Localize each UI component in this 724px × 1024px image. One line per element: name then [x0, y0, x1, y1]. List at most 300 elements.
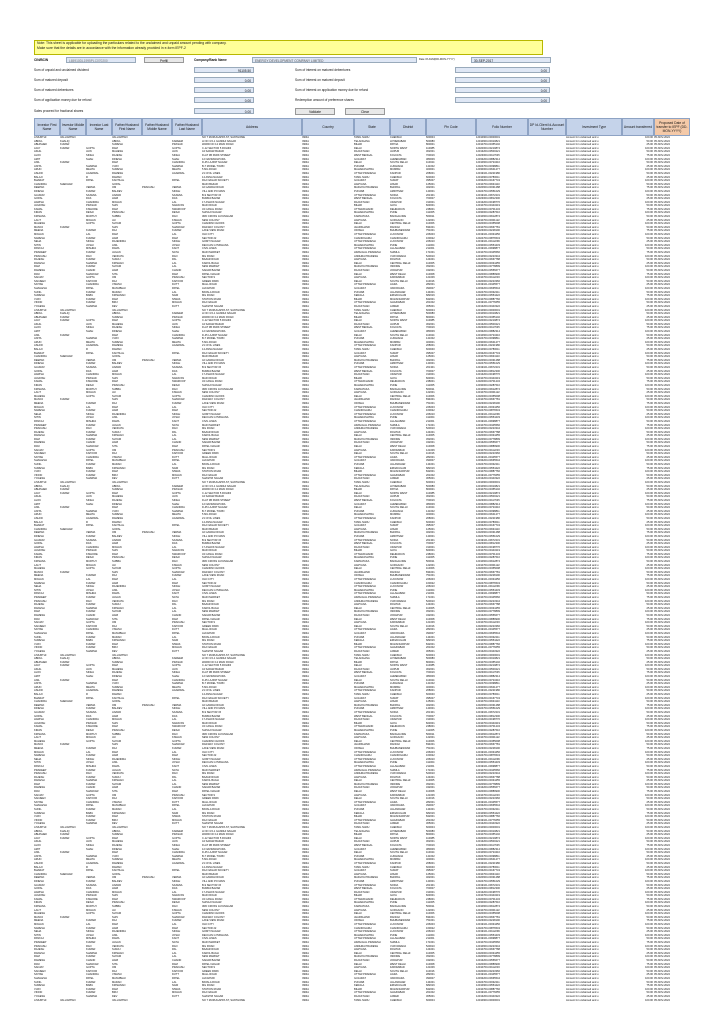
table-cell: SOUTH DELHI: [390, 678, 408, 682]
table-cell: Amount for unclaimed and u: [566, 348, 599, 352]
table-cell: Amount for unclaimed and u: [566, 653, 599, 657]
table-cell: ODISHA: [354, 919, 364, 923]
table-cell: Amount for unclaimed and u: [566, 811, 599, 815]
table-cell: INDIA: [302, 351, 309, 355]
table-cell: CHANDIGARH: [354, 236, 372, 240]
table-cell: RAILWAY COLONY: [202, 225, 225, 229]
table-cell: SHIV: [112, 743, 119, 747]
table-cell: 12020000-00701234: [476, 552, 500, 556]
table-cell: VALLIAPPAN: [112, 136, 128, 139]
table-cell: SAXENA: [86, 538, 97, 542]
table-cell: INDIA: [302, 139, 309, 143]
cin-input[interactable]: L65910DL1995PLC070200: [66, 57, 136, 63]
table-cell: INDIA: [302, 642, 309, 646]
table-cell: 05-NOV-2024: [654, 865, 670, 869]
table-cell: MAHARASHTRA: [354, 728, 374, 732]
table-cell: 411005: [426, 383, 435, 387]
table-cell: SHEKHAR: [60, 872, 73, 876]
table-cell: ABDUL: [34, 139, 43, 143]
table-cell: LAL: [172, 545, 177, 549]
table-cell: KUMAR: [60, 743, 70, 747]
table-cell: 05-NOV-2024: [654, 822, 670, 826]
table-cell: R: [86, 865, 88, 869]
table-cell: 50.00: [646, 312, 653, 316]
table-cell: 05-NOV-2024: [654, 380, 670, 384]
table-cell: MAHARASHTRA: [354, 901, 374, 905]
table-cell: AJMER: [390, 477, 399, 481]
table-cell: MUZAFFARPUR: [390, 815, 410, 819]
summary-right-0: [295, 67, 550, 73]
table-cell: SANJAY: [34, 276, 44, 280]
table-cell: KUMAR: [60, 143, 70, 147]
table-cell: 226010: [426, 240, 435, 244]
table-cell: PRASAD: [172, 488, 183, 492]
table-cell: ALKAPURI: [202, 976, 215, 980]
table-cell: RAO: [86, 254, 92, 258]
table-cell: RAMESH: [34, 786, 46, 790]
table-cell: MAHARASHTRA: [354, 513, 374, 517]
table-cell: INDIA: [302, 797, 309, 801]
table-cell: INDIA: [302, 520, 309, 524]
table-cell: KUMAR: [86, 603, 96, 607]
table-cell: MALL ROAD: [202, 283, 217, 287]
table-cell: 12019101-00112299: [476, 930, 500, 934]
table-cell: 12 NAVRANGPURA: [202, 330, 226, 334]
table-cell: DELHI: [354, 962, 362, 966]
table-cell: 12010600-00223344: [476, 772, 500, 776]
table-cell: 05-NOV-2024: [654, 987, 670, 991]
table-cell: BALDEV: [112, 534, 123, 538]
table-cell: BIHAR: [354, 642, 362, 646]
table-cell: INDIA: [302, 549, 309, 553]
table-cell: 17 ASHOK NAGAR: [202, 890, 225, 894]
table-cell: AHMEDABAD: [390, 502, 407, 506]
table-cell: MADHYA PRADESH: [354, 437, 379, 441]
table-cell: 05-NOV-2024: [654, 980, 670, 984]
table-cell: RAMESH: [112, 171, 124, 175]
table-cell: PATEL: [172, 804, 180, 808]
table-cell: 12010700-00301122: [476, 908, 500, 912]
table-cell: BRIJ: [112, 301, 118, 305]
table-cell: 12033200-00882314: [476, 157, 500, 161]
table-cell: SITA: [112, 962, 118, 966]
table-cell: TAMIL NADU: [354, 998, 370, 1002]
table-cell: KRISHAN: [112, 951, 124, 955]
table-cell: KUMAR: [86, 955, 96, 959]
table-cell: 313001: [426, 890, 435, 894]
table-cell: RAO: [172, 254, 178, 258]
table-cell: 12024700-00398811: [476, 854, 500, 858]
table-cell: BHUBANESWAR: [390, 574, 411, 578]
table-cell: PATEL: [172, 286, 180, 290]
prefill-button[interactable]: Prefill: [144, 57, 184, 63]
table-cell: JAIN: [86, 667, 92, 671]
table-cell: 05-NOV-2024: [654, 657, 670, 661]
table-cell: CHENNAI: [390, 693, 402, 697]
table-cell: LAL: [172, 437, 177, 441]
table-cell: SHAH: [172, 675, 180, 679]
table-cell: 100.00: [645, 858, 653, 862]
table-cell: 12013200-00500221: [476, 322, 500, 326]
table-cell: SHIVAJI NAGAR: [202, 383, 222, 387]
table-cell: INDIA: [302, 254, 309, 258]
table-cell: 100.00: [645, 976, 653, 980]
table-cell: 05-NOV-2024: [654, 728, 670, 732]
table-cell: VADODARA: [390, 286, 405, 290]
table-cell: JODHPUR: [390, 613, 403, 617]
table-cell: 05-NOV-2024: [654, 423, 670, 427]
table-cell: VALLIAPPAN: [60, 481, 76, 484]
table-cell: 75.00: [646, 768, 653, 772]
table-cell: DELHI: [354, 222, 362, 226]
table-cell: 05-NOV-2024: [654, 808, 670, 812]
table-cell: C-12 SECTOR 5 ROHINI: [202, 664, 232, 668]
table-cell: 411005: [426, 211, 435, 215]
table-cell: TAMIL NADU: [354, 826, 370, 829]
table-cell: 100.00: [645, 383, 653, 387]
table-cell: PRASAD: [172, 143, 183, 147]
table-cell: SHAH: [86, 675, 94, 679]
table-cell: 75.00: [646, 962, 653, 966]
table-cell: 12030000-00641277: [476, 858, 500, 862]
table-cell: 12013200-00443322: [476, 304, 500, 308]
table-cell: 25.00: [646, 337, 653, 341]
table-cell: RAVI: [34, 445, 40, 449]
table-cell: VILL AND PO MAIN: [202, 189, 225, 193]
table-cell: KRISHNAN: [112, 294, 126, 298]
table-cell: INDIA: [302, 685, 309, 689]
table-cell: Amount for unclaimed and u: [566, 707, 599, 711]
table-cell: NARESH: [34, 409, 45, 413]
table-cell: 25.00: [646, 628, 653, 632]
table-cell: INDIA: [302, 732, 309, 736]
table-cell: JHARKHAND: [354, 398, 370, 402]
table-cell: 12020000-00334455: [476, 606, 500, 610]
table-cell: 12010700-00667788: [476, 603, 500, 607]
table-cell: 25.00: [646, 315, 653, 319]
table-cell: RAJASTHAN: [354, 495, 370, 499]
table-cell: 05-NOV-2024: [654, 869, 670, 873]
table-cell: Amount for unclaimed and u: [566, 398, 599, 402]
table-cell: 05-NOV-2024: [654, 901, 670, 905]
table-cell: 50.00: [646, 786, 653, 790]
table-cell: BANGALORE: [390, 387, 407, 391]
table-cell: SHAILESH: [34, 976, 47, 980]
table-cell: 122001: [426, 908, 435, 912]
table-cell: KUMAR: [86, 941, 96, 944]
table-cell: Amount for unclaimed and u: [566, 800, 599, 804]
table-cell: INDIA: [302, 937, 309, 941]
table-cell: 12010700-00934110: [476, 355, 500, 359]
table-cell: 50.00: [646, 926, 653, 930]
table-cell: KAREEM: [172, 139, 183, 143]
table-cell: 411004: [426, 243, 435, 247]
table-cell: DELHI: [354, 678, 362, 682]
table-cell: INDIA: [302, 987, 309, 991]
table-cell: VILL AND PO MAIN: [202, 707, 225, 711]
table-cell: 12010600-00912874: [476, 560, 500, 564]
table-cell: 12020600-00331288: [476, 531, 500, 535]
table-cell: MOHAN: [172, 646, 182, 650]
table-cell: VALLIAPPAN: [60, 998, 76, 1002]
notice-banner: [34, 40, 543, 55]
table-cell: 05-NOV-2024: [654, 477, 670, 481]
table-cell: UDAIPUR: [390, 890, 402, 894]
table-cell: LALIT: [34, 908, 41, 912]
table-cell: KOLKATA: [390, 671, 402, 675]
table-cell: CHANDIGARH: [390, 754, 408, 758]
table-cell: BRIJ: [112, 646, 118, 650]
table-cell: A MURTHI: [34, 136, 47, 139]
table-cell: PUNJAB: [354, 682, 365, 686]
table-cell: SAXENA: [86, 883, 97, 887]
table-cell: MG ROAD: [202, 254, 215, 258]
table-cell: INDIA: [302, 912, 309, 916]
table-cell: 12019101-00672231: [476, 193, 500, 197]
table-cell: SECTOR 22: [202, 926, 217, 930]
table-cell: PUNJAB: [354, 337, 365, 341]
table-cell: WARD NO 12 MAIN ROAD: [202, 660, 234, 664]
table-cell: KUMARI: [86, 746, 97, 750]
table-cell: Amount for unclaimed and u: [566, 427, 599, 431]
table-cell: 50.00: [646, 915, 653, 919]
table-cell: MADHYA PRADESH: [354, 186, 379, 190]
table-cell: MADAN: [112, 980, 122, 984]
table-cell: INDIA: [302, 736, 309, 740]
table-cell: 05-NOV-2024: [654, 958, 670, 962]
table-cell: RAM: [112, 491, 118, 495]
clear-button[interactable]: Clear: [345, 108, 385, 115]
table-cell: Amount for unclaimed and u: [566, 746, 599, 750]
table-cell: HARI: [112, 197, 119, 201]
table-cell: VINOD: [34, 991, 43, 995]
table-cell: 226010: [426, 930, 435, 934]
table-cell: PATEL: [86, 286, 94, 290]
table-cell: 12020600-00778899: [476, 265, 500, 269]
table-cell: INDIA: [302, 581, 309, 585]
table-cell: NEHA: [34, 585, 42, 589]
table-cell: MAHESH: [34, 394, 46, 398]
table-cell: RAJASTHAN: [354, 322, 370, 326]
table-cell: 14 ANNA NAGAR: [202, 693, 223, 697]
table-cell: PUNJAB: [354, 534, 365, 538]
table-cell: Amount for unclaimed and u: [566, 265, 599, 269]
table-cell: RAJ: [112, 279, 117, 283]
table-cell: 05-NOV-2024: [654, 161, 670, 165]
table-cell: HYDERABAD: [390, 657, 407, 661]
table-cell: MOHAN: [34, 578, 44, 582]
table-cell: PRAKASH: [172, 966, 185, 970]
table-cell: 100.00: [645, 189, 653, 193]
table-cell: 25.00: [646, 304, 653, 308]
table-cell: SURAJ: [112, 258, 121, 262]
table-cell: 12019101-00334456: [476, 233, 500, 237]
table-cell: 12020000-00889900: [476, 445, 500, 449]
table-cell: HARISH: [34, 890, 44, 894]
table-cell: HARI: [112, 613, 119, 617]
table-cell: Amount for unclaimed and u: [566, 549, 599, 553]
table-cell: YOGESH: [34, 994, 46, 998]
table-cell: RAMA: [112, 764, 120, 768]
table-cell: KUMAR: [86, 642, 96, 646]
table-cell: KUMAR: [172, 746, 182, 750]
table-cell: Amount for unclaimed and u: [566, 703, 599, 707]
table-cell: KRISHNA: [34, 387, 46, 391]
table-cell: 12019101-00998877: [476, 937, 500, 941]
table-cell: 05-NOV-2024: [654, 746, 670, 750]
table-cell: KRISHAN: [112, 779, 124, 783]
table-cell: SHIV: [112, 376, 119, 380]
summary-label: Sum of interest on matured debentures: [295, 68, 351, 72]
table-cell: RAJESH: [34, 430, 45, 434]
table-cell: SURESH: [112, 660, 123, 664]
table-cell: 12010700-00887766: [476, 642, 500, 646]
table-cell: 05-NOV-2024: [654, 355, 670, 359]
table-cell: AJAY: [34, 664, 41, 668]
table-cell: SUBBA: [112, 560, 121, 564]
table-cell: 110006: [426, 222, 435, 226]
table-cell: 12020000-00334455: [476, 779, 500, 783]
table-cell: INDIA: [302, 667, 309, 671]
table-cell: NEHA: [34, 240, 42, 244]
table-cell: 100.00: [645, 826, 653, 829]
table-cell: 600040: [426, 520, 435, 524]
table-cell: VIJAY: [34, 470, 42, 474]
table-cell: KAROL BAGH: [202, 951, 219, 955]
validate-button[interactable]: Validate: [295, 108, 335, 115]
table-cell: 600004: [426, 136, 435, 139]
table-cell: Amount for unclaimed and u: [566, 207, 599, 211]
table-cell: DECCAN GYMKHANA: [202, 243, 229, 247]
table-cell: INDIA: [302, 887, 309, 891]
table-cell: CHANDRA: [86, 718, 99, 722]
table-cell: UTTAR PRADESH: [354, 473, 376, 477]
table-cell: 25.00: [646, 218, 653, 222]
table-cell: KOLKATA: [390, 542, 402, 546]
table-cell: NEW COLONY: [202, 908, 220, 912]
table-cell: 05-NOV-2024: [654, 448, 670, 452]
table-cell: TAMIL NADU: [354, 308, 370, 312]
table-cell: NORTH WEST: [390, 836, 408, 840]
table-cell: Amount for unclaimed and u: [566, 649, 599, 653]
table-cell: 842001: [426, 987, 435, 991]
table-cell: SOUTH DELHI: [390, 333, 408, 337]
table-cell: 751001: [426, 401, 435, 405]
table-cell: 05-NOV-2024: [654, 764, 670, 768]
table-cell: JHARKHAND: [354, 915, 370, 919]
table-cell: Amount for unclaimed and u: [566, 754, 599, 758]
table-cell: 21 CIVIL LINES: [202, 344, 221, 348]
table-cell: INDIA: [302, 782, 309, 786]
table-cell: BABU: [86, 639, 94, 643]
table-cell: RANCHI: [390, 915, 400, 919]
table-cell: 12010700-00443219: [476, 721, 500, 725]
table-cell: INDIA: [302, 958, 309, 962]
table-cell: JOSHI: [86, 933, 94, 937]
table-cell: 21 CIVIL LINES: [202, 171, 221, 175]
table-cell: 05-NOV-2024: [654, 592, 670, 596]
table-cell: ABDUL: [112, 657, 121, 661]
table-cell: CHAND: [86, 441, 96, 445]
agm-date-field[interactable]: 30-SEP-2017: [471, 57, 551, 63]
table-cell: 12020000-00455098: [476, 394, 500, 398]
table-cell: PATEL NAGAR: [202, 272, 220, 276]
table-cell: TAMIL NADU: [354, 520, 370, 524]
table-cell: BHOPAL: [390, 876, 401, 880]
table-cell: Amount for unclaimed and u: [566, 858, 599, 862]
table-cell: 302001: [426, 840, 435, 844]
table-cell: INDIA: [302, 473, 309, 477]
table-cell: NARESH: [34, 581, 45, 585]
table-cell: 100.00: [645, 675, 653, 679]
table-cell: HARI: [112, 268, 119, 272]
table-cell: PATEL: [172, 976, 180, 980]
summary-left-1: [34, 77, 254, 83]
table-cell: BURRA BAZAR: [202, 714, 221, 718]
table-cell: PRASAD: [86, 376, 97, 380]
table-cell: 600040: [426, 348, 435, 352]
table-cell: SINGH: [172, 930, 181, 934]
table-cell: 50.00: [646, 937, 653, 941]
table-cell: JODHPUR: [390, 786, 403, 790]
table-cell: GURGAON: [390, 391, 404, 395]
table-cell: 600004: [426, 826, 435, 829]
table-cell: INDIA: [302, 308, 309, 312]
table-cell: 12010700-00445566: [476, 941, 500, 944]
table-cell: SANJAY: [34, 793, 44, 797]
table-cell: DAS: [172, 369, 178, 373]
table-cell: 05-NOV-2024: [654, 951, 670, 955]
table-cell: INDIA: [302, 276, 309, 280]
table-cell: Amount for unclaimed and u: [566, 182, 599, 186]
table-cell: UTTARAKHAND: [354, 897, 374, 901]
table-cell: Amount for unclaimed and u: [566, 376, 599, 380]
table-cell: GAYA: [390, 376, 397, 380]
table-cell: SAXENA: [172, 538, 183, 542]
table-cell: BIHAR: [354, 470, 362, 474]
table-cell: AGRA: [390, 800, 398, 804]
table-cell: 12033200-00167743: [476, 524, 500, 528]
table-cell: GHAZIABAD: [390, 991, 405, 995]
table-cell: SADAR BAZAR: [202, 958, 221, 962]
table-cell: MADHYA PRADESH: [354, 610, 379, 614]
table-cell: PUNE: [390, 416, 398, 420]
table-cell: 50.00: [646, 204, 653, 208]
table-cell: MAHESH: [112, 150, 124, 154]
table-cell: PRAKASH: [142, 876, 155, 880]
table-cell: JAIPUR: [390, 495, 400, 499]
table-cell: RAVI: [34, 617, 40, 621]
table-cell: 25.00: [646, 563, 653, 567]
table-cell: INDIA: [302, 193, 309, 197]
table-cell: 50.00: [646, 829, 653, 833]
table-cell: Amount for unclaimed and u: [566, 527, 599, 531]
table-cell: RAO: [172, 732, 178, 736]
table-cell: 110005: [426, 951, 435, 955]
table-cell: INDIA: [302, 383, 309, 387]
table-cell: 5 MG ROAD: [202, 168, 217, 172]
table-cell: INDIA: [302, 646, 309, 650]
company-name-field[interactable]: ENERGY DEVELOPMENT COMPANY LIMITED: [252, 57, 417, 63]
table-cell: 12010700-00934110: [476, 700, 500, 704]
table-cell: ABDUL: [112, 484, 121, 488]
table-cell: KUMAR: [86, 265, 96, 269]
table-cell: NARAYAN: [172, 721, 185, 725]
table-cell: PRAKASH: [172, 448, 185, 452]
table-cell: 05-NOV-2024: [654, 818, 670, 822]
table-cell: ANIL: [112, 243, 118, 247]
table-cell: 160022: [426, 409, 435, 413]
